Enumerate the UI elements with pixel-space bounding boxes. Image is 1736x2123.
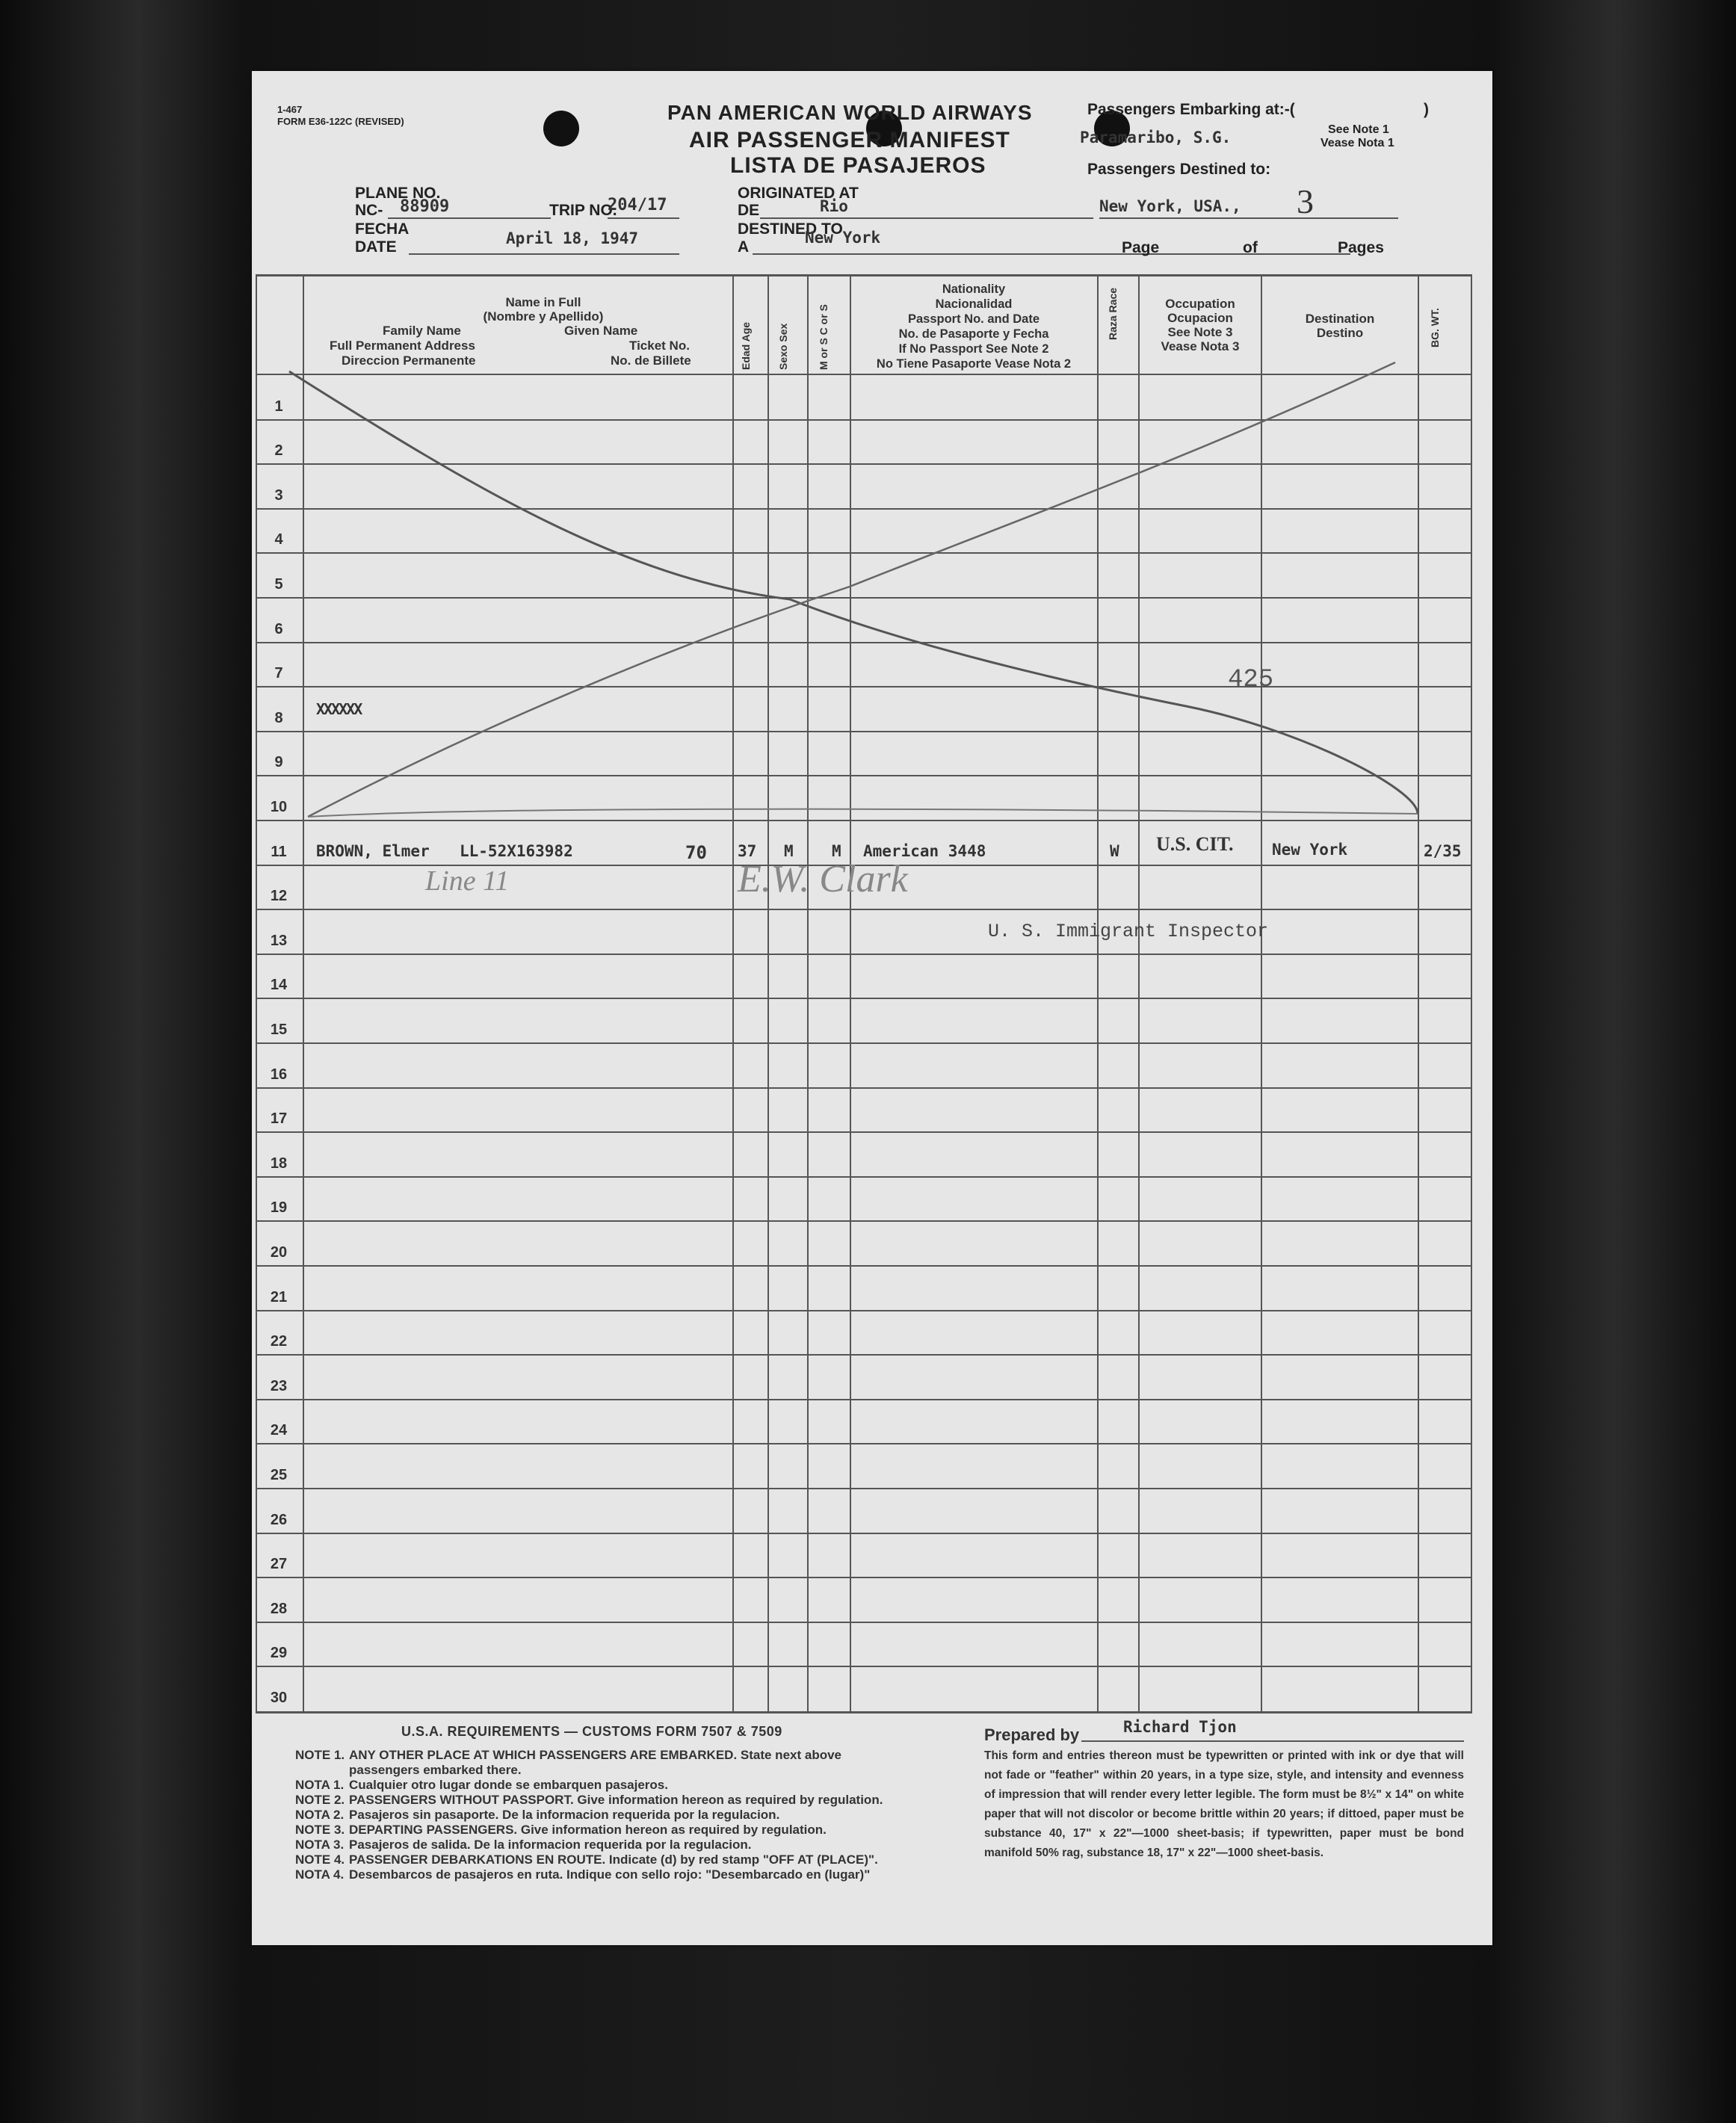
row-number: 11 [271,843,287,860]
manifest-subtitle: LISTA DE PASAJEROS [730,153,986,178]
row-divider [256,1131,1472,1133]
col-nationality: Nationality Nacionalidad Passport No. and Date No. de Pasaporte y Fecha If No Passport See Note 2 No Tiene Pasaporte Vease Nota 2 [876,282,1072,371]
col-marital: M or S C or S [818,304,830,370]
row-number: 7 [274,665,283,682]
line-11-annotation: Line 11 [425,865,510,897]
row-number: 1 [274,398,283,415]
embarking-label: Passengers Embarking at:-( [1087,101,1295,118]
row-number: 6 [274,620,283,637]
nc-label: NC- [355,202,383,219]
see-note-1: See Note 1 [1328,123,1389,136]
destined-value: New York, USA., [1099,197,1241,215]
plane-number: 88909 [400,197,450,216]
embarking-value: Paramaribo, S.G. [1080,129,1232,146]
row-number: 14 [270,977,288,994]
row-number: 18 [270,1155,288,1172]
row-number: 10 [270,799,288,815]
note-text: PASSENGERS WITHOUT PASSPORT. Give information hereon as required by regulation. [349,1793,883,1807]
row-divider [256,1533,1472,1534]
inspector-signature: E.W. Clark [738,858,908,900]
note-text: Pasajeros de salida. De la informacion requerida por la regulacion. [349,1838,752,1852]
row-number: 24 [270,1422,288,1439]
row-number: 28 [270,1600,288,1617]
row-divider [256,1354,1472,1356]
col-full-address: Full Permanent Address [330,339,475,353]
row11-name: BROWN, Elmer [316,842,430,860]
row-number: 30 [270,1690,288,1706]
row-number: 21 [270,1288,288,1305]
page-label: Page [1122,239,1160,256]
note-key: NOTA 3. [295,1838,345,1852]
row11-occupation-stamp: U.S. CIT. [1156,833,1234,855]
row11-destination: New York [1272,841,1348,859]
airline-name: PAN AMERICAN WORLD AIRWAYS [667,101,1033,124]
print-requirements: This form and entries thereon must be typewritten or printed with ink or dye that will not fade or "feather" within 20 years, in a type size, style, and intensity and evenness of impression that will render every letter legible. The form must be 8½" x 14" on white paper that will not discolor or become brittle within 20 years; if dittoed, paper must be substance 40, 17" x 22"—1000 sheet-basis; if typewritten, paper must be bond manifold 50% rag, substance 18, 17" x 22"—1000 sheet-basis. [984,1749,1464,1859]
origin-value: Rio [820,197,848,215]
row-divider [256,1087,1472,1089]
form-code: FORM E36-122C (REVISED) [277,116,404,127]
note-line [295,1838,883,1852]
form-number: 1-467 [277,104,303,115]
row-divider [256,1220,1472,1222]
prepared-by-label: Prepared by [984,1725,1080,1744]
row-number: 19 [270,1199,288,1217]
plane-label: PLANE NO. [355,185,441,202]
row-number: 15 [270,1022,288,1038]
notes-list [295,1748,883,1882]
note-line [295,1808,883,1823]
row-divider [256,1622,1472,1623]
manifest-title: AIR PASSENGER MANIFEST [689,128,1010,152]
date-label: DATE [355,238,397,256]
row-divider [256,1577,1472,1578]
pages-label: Pages [1338,239,1384,256]
col-destination: Destination Destino [1305,312,1375,340]
destined-to-label: DESTINED TO [738,220,843,238]
row-number: 2 [274,442,283,460]
note-text: ANY OTHER PLACE AT WHICH PASSENGERS ARE EMBARKED. State next above [349,1748,841,1762]
note-key: NOTA 1. [295,1778,345,1792]
notes-heading: U.S.A. REQUIREMENTS — CUSTOMS FORM 7507 & 7509 [401,1724,782,1739]
trip-label: TRIP NO. [549,202,617,219]
row11-ticket: LL-52X163982 [460,842,573,860]
row-number: 8 [274,709,283,726]
handwritten-425: 425 [1228,666,1274,694]
col-given-name: Given Name [564,324,638,338]
note-line [295,1793,883,1808]
note-key: NOTE 1. [295,1748,345,1762]
vease-nota-1: Vease Nota 1 [1320,137,1394,149]
note-line [295,1778,883,1793]
note-key: NOTE 4. [295,1852,345,1867]
col-direccion: Direccion Permanente [342,353,476,368]
row-number: 29 [270,1645,288,1662]
row-number: 16 [270,1066,288,1083]
note-line [295,1823,883,1838]
row-number: 23 [270,1377,288,1394]
note-key: NOTA 4. [295,1867,345,1882]
row11-age-overstrike: 37 [738,842,757,860]
de-label: DE [738,202,760,219]
row-divider [256,1310,1472,1311]
row-number: 20 [270,1244,288,1261]
row-divider [256,1443,1472,1444]
row11-race: W [1110,842,1119,860]
trip-number: 204/17 [608,196,667,214]
col-occupation: Occupation Ocupacion See Note 3 Vease Nota 3 [1161,297,1240,353]
note-key: NOTA 2. [295,1808,345,1822]
row11-nationality: American 3448 [863,842,986,860]
col-billete: No. de Billete [611,353,691,368]
row-number: 22 [270,1333,288,1350]
inspector-title: U. S. Immigrant Inspector [988,921,1269,942]
row11-sex: M [784,842,794,860]
row-divider [256,1176,1472,1178]
note-text: PASSENGER DEBARKATIONS EN ROUTE. Indicate (d) by red stamp "OFF AT (PLACE)". [349,1852,878,1867]
row-number: 13 [270,932,288,949]
embarking-close: ) [1424,101,1429,118]
col-ticket-no: Ticket No. [629,339,690,353]
row11-bg-wt: 2/35 [1424,842,1462,860]
row8-strikeout: XXXXXX [316,700,362,718]
row-divider [256,998,1472,999]
row-number: 25 [270,1467,288,1483]
destination-value: New York [805,229,881,247]
fecha-label: FECHA [355,220,410,238]
note-line [295,1748,883,1763]
row11-marital: M [832,842,841,860]
row-number: 3 [274,486,283,504]
row-number: 17 [270,1110,288,1128]
col-name-header: Name in Full (Nombre y Apellido) [483,295,604,324]
note-key: NOTE 3. [295,1823,345,1837]
row-number: 4 [274,531,283,548]
note-text: passengers embarked there. [349,1763,522,1777]
note-line [295,1867,883,1882]
row-divider [256,1488,1472,1489]
prepared-by-value: Richard Tjon [1123,1718,1237,1736]
a-label: A [738,238,750,256]
row-number: 9 [274,754,283,771]
page-mark: 3 [1297,182,1314,220]
row11-age: 70 [685,842,707,863]
of-label: of [1243,239,1258,256]
row-number: 27 [270,1556,288,1573]
row-number: 5 [274,576,283,593]
destined-label: Passengers Destined to: [1087,161,1271,178]
row-number: 26 [270,1511,288,1528]
row-divider [256,1399,1472,1400]
col-race: Raza Race [1107,287,1119,340]
note-text: Pasajeros sin pasaporte. De la informacion requerida por la regulacion. [349,1808,780,1822]
row-divider [256,1666,1472,1667]
note-line [295,1852,883,1867]
date-value: April 18, 1947 [506,229,639,247]
originated-label: ORIGINATED AT [738,185,859,202]
col-family-name: Family Name [383,324,461,338]
cross-out-strokes [252,71,1492,968]
row-number: 12 [270,888,288,905]
row-divider [256,1265,1472,1267]
row-divider [256,1042,1472,1044]
manifest-sheet [252,71,1492,1945]
col-sex: Sexo Sex [777,323,789,370]
col-bg-wt: BG. WT. [1429,308,1441,347]
note-text: Cualquier otro lugar donde se embarquen pasajeros. [349,1778,668,1792]
note-text: DEPARTING PASSENGERS. Give information hereon as required by regulation. [349,1823,827,1837]
note-key: NOTE 2. [295,1793,345,1807]
note-line [295,1763,883,1778]
col-age: Edad Age [740,321,752,370]
note-text: Desembarcos de pasajeros en ruta. Indique con sello rojo: "Desembarcado en (lugar)" [349,1867,871,1882]
